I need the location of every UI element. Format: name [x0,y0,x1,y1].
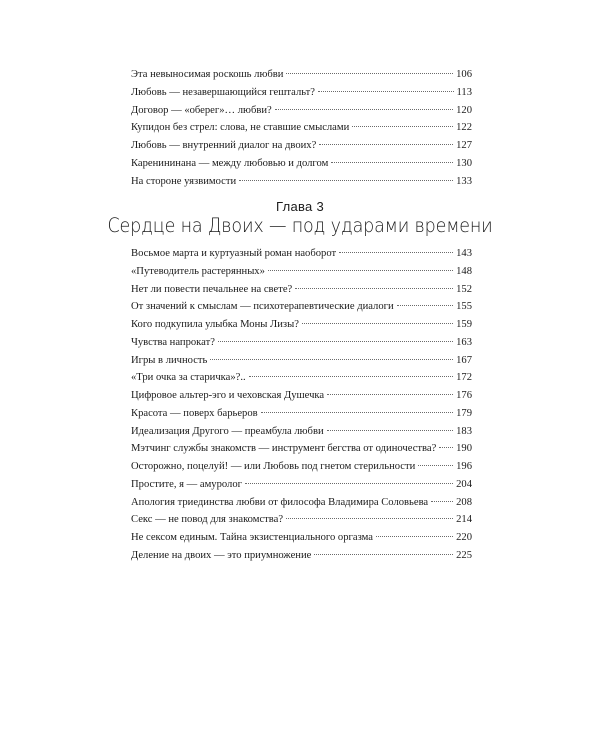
toc-entry-page: 143 [456,248,472,259]
chapter-label: Глава 3 [275,199,325,214]
toc-entry-page: 196 [456,461,472,472]
toc-entry [131,440,472,458]
toc-entry-page: 130 [456,157,472,169]
toc-entry [131,173,472,191]
toc-leader-dots [286,518,453,519]
toc-entry [131,369,472,387]
toc-entry [131,405,472,423]
toc-entry-page: 179 [456,407,472,419]
toc-entry [131,84,472,102]
toc-entry-page: 167 [456,354,472,366]
toc-entry [131,263,472,281]
toc-leader-dots [318,91,454,92]
toc-leader-dots [314,554,453,555]
toc-entry-title: Купидон без стрел: слова, не ставшие смыслами [131,122,350,134]
toc-entry-page: 133 [456,175,472,187]
toc-entry-page: 113 [456,86,472,98]
toc-entry-title: Деление на двоих — это приумножение [131,549,312,561]
toc-entry [131,529,472,547]
toc-entry [131,119,472,137]
toc-entry [131,547,472,565]
toc-leader-dots [245,483,453,484]
toc-entry-title: Мэтчинг службы знакомств — инструмент бегства от одиночества? [131,443,437,455]
toc-entry-title: Договор — «оберег»… любви? [131,104,272,116]
toc-entry-title: Любовь — внутренний диалог на двоих? [131,140,317,152]
toc-entry [131,476,472,494]
toc-section-chapter-3 [131,245,472,565]
toc-entry-page: 106 [456,69,472,80]
toc-leader-dots [418,465,453,466]
toc-entry [131,494,472,512]
toc-entry-title: Эта невыносимая роскошь любви [131,69,284,80]
toc-entry [131,352,472,370]
toc-entry-title: Простите, я — амуролог [131,478,242,490]
toc-leader-dots [218,341,453,342]
toc-entry-title: Нет ли повести печальнее на свете? [131,283,293,295]
toc-entry-page: 225 [456,549,472,561]
toc-entry-page: 155 [456,301,472,313]
toc-entry-title: Игры в личность [131,354,208,366]
toc-leader-dots [261,412,453,413]
toc-entry-title: Не сексом единым. Тайна экзистенциального оргазма [131,532,373,543]
toc-entry [131,102,472,120]
toc-entry-page: 122 [456,122,472,134]
toc-entry [131,387,472,405]
toc-entry-title: Цифровое альтер-эго и чеховская Душечка [131,390,325,401]
toc-leader-dots [210,359,453,360]
toc-entry-page: 183 [456,425,472,437]
toc-entry-title: Кого подкупила улыбка Моны Лизы? [131,319,299,330]
toc-entry [131,281,472,299]
toc-leader-dots [249,376,453,377]
toc-entry-page: 220 [456,532,472,543]
toc-entry-title: Восьмое марта и куртуазный роман наоборот [131,248,337,259]
toc-leader-dots [431,501,453,502]
toc-entry-page: 152 [456,283,472,295]
toc-leader-dots [275,109,453,110]
toc-leader-dots [352,126,453,127]
toc-entry-title: Любовь — незавершающийся гештальт? [131,86,315,98]
toc-entry-page: 159 [456,319,472,330]
toc-entry-page: 163 [456,336,472,348]
toc-leader-dots [268,270,453,271]
toc-entry [131,298,472,316]
toc-entry [131,245,472,263]
toc-entry-page: 208 [456,496,472,508]
toc-entry [131,423,472,441]
toc-entry [131,316,472,334]
toc-leader-dots [339,252,453,253]
toc-entry [131,66,472,84]
toc-leader-dots [286,73,453,74]
toc-entry-page: 214 [456,514,472,526]
toc-entry-page: 176 [456,390,472,401]
toc-leader-dots [331,162,453,163]
toc-entry [131,137,472,155]
toc-entry-title: На стороне уязвимости [131,175,237,187]
toc-entry-page: 190 [456,443,472,455]
toc-leader-dots [376,536,453,537]
toc-entry-page: 204 [456,478,472,490]
toc-entry-page: 172 [456,372,472,384]
toc-leader-dots [295,288,453,289]
toc-entry [131,155,472,173]
toc-entry-page: 148 [456,265,472,277]
toc-entry-title: От значений к смыслам — психотерапевтические диалоги [131,301,394,313]
toc-entry-page: 120 [456,104,472,116]
toc-leader-dots [302,323,453,324]
toc-leader-dots [397,305,453,306]
toc-entry-title: Апология триединства любви от философа Владимира Соловьева [131,496,429,508]
toc-leader-dots [327,394,453,395]
toc-entry-title: Каренининана — между любовью и долгом [131,157,329,169]
toc-entry-title: Чувства напрокат? [131,336,215,348]
toc-entry [131,511,472,529]
toc-leader-dots [239,180,453,181]
toc-entry [131,458,472,476]
toc-entry [131,334,472,352]
chapter-title: Сердце на Двоих — под ударами времени [107,214,493,237]
toc-entry-title: «Три очка за старичка»?.. [131,372,246,384]
toc-entry-title: Секс — не повод для знакомства? [131,514,284,526]
toc-entry-title: Красота — поверх барьеров [131,407,258,419]
toc-leader-dots [327,430,453,431]
toc-entry-page: 127 [456,140,472,152]
toc-leader-dots [439,447,453,448]
toc-section-previous-chapter [131,66,472,191]
toc-entry-title: Идеализация Другого — преамбула любви [131,425,324,437]
toc-entry-title: «Путеводитель растерянных» [131,265,265,277]
toc-leader-dots [319,144,453,145]
toc-entry-title: Осторожно, поцелуй! — или Любовь под гнетом стерильности [131,461,416,472]
